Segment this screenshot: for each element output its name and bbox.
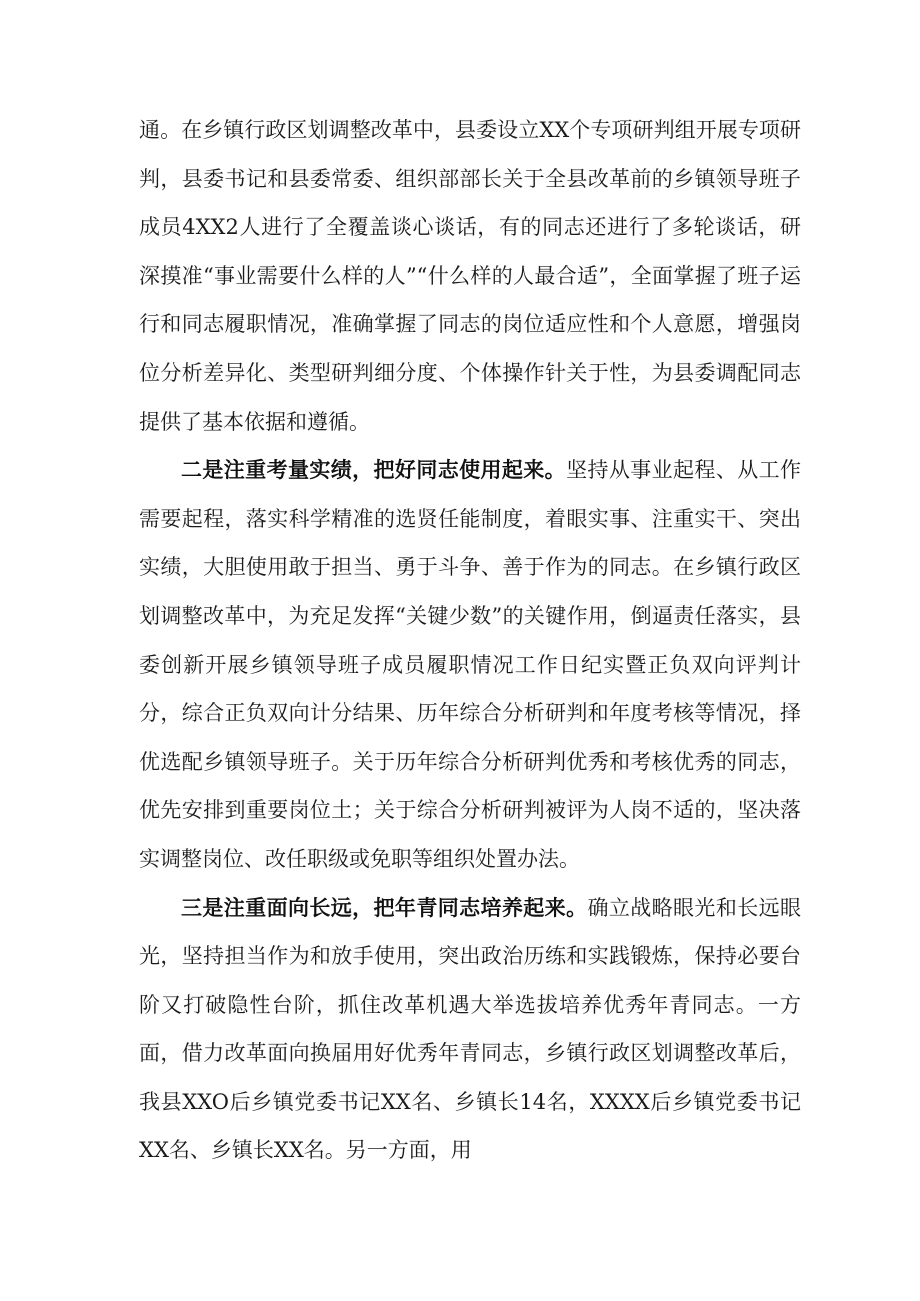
paragraph-point-two [139,446,801,883]
paragraph-continuation [139,106,801,446]
paragraph-text: 坚持从事业起程、从工作需要起程，落实科学精准的选贤任能制度，着眼实事、注重实干、突出实绩，大胆使用敢于担当、勇于斗争、善于作为的同志。在乡镇行政区划调整改革中，为充足发挥“关键少数”的关键作用，倒逼责任落实，县委创新开展乡镇领导班子成员履职情况工作日纪实暨正负双向评判计分，综合正负双向计分结果、历年综合分析研判和年度考核等情况，择优选配乡镇领导班子。关于历年综合分析研判优秀和考核优秀的同志，优先安排到重要岗位土；关于综合分析研判被评为人岗不适的，坚决落实调整岗位、改任职级或免职等组织处置办法。 [139,458,802,871]
paragraph-point-three [139,884,801,1176]
paragraph-text: 通。在乡镇行政区划调整改革中，县委设立XX个专项研判组开展专项研判，县委书记和县委常委、组织部部长关于全县改革前的乡镇领导班子成员4XX2人进行了全覆盖谈心谈话，有的同志还进行了多轮谈话，研深摸准“事业需要什么样的人”“什么样的人最合适”，全面掌握了班子运行和同志履职情况，准确掌握了同志的岗位适应性和个人意愿，增强岗位分析差异化、类型研判细分度、个体操作针关于性，为县委调配同志提供了基本依据和遵循。 [139,118,801,434]
paragraph-lead-heading: 二是注重考量实绩，把好同志使用起来。 [181,458,567,483]
paragraph-lead-heading: 三是注重面向长远，把年青同志培养起来。 [181,895,588,920]
document-body [139,106,801,1175]
paragraph-text: 确立战略眼光和长远眼光，坚持担当作为和放手使用，突出政治历练和实践锻炼，保持必要台阶又打破隐性台阶，抓住改革机遇大举选拔培养优秀年青同志。一方面，借力改革面向换届用好优秀年青同志，乡镇行政区划调整改革后，我县XXO后乡镇党委书记XX名、乡镇长14名，XXXX后乡镇党委书记XX名、乡镇长XX名。另一方面，用 [139,895,802,1163]
